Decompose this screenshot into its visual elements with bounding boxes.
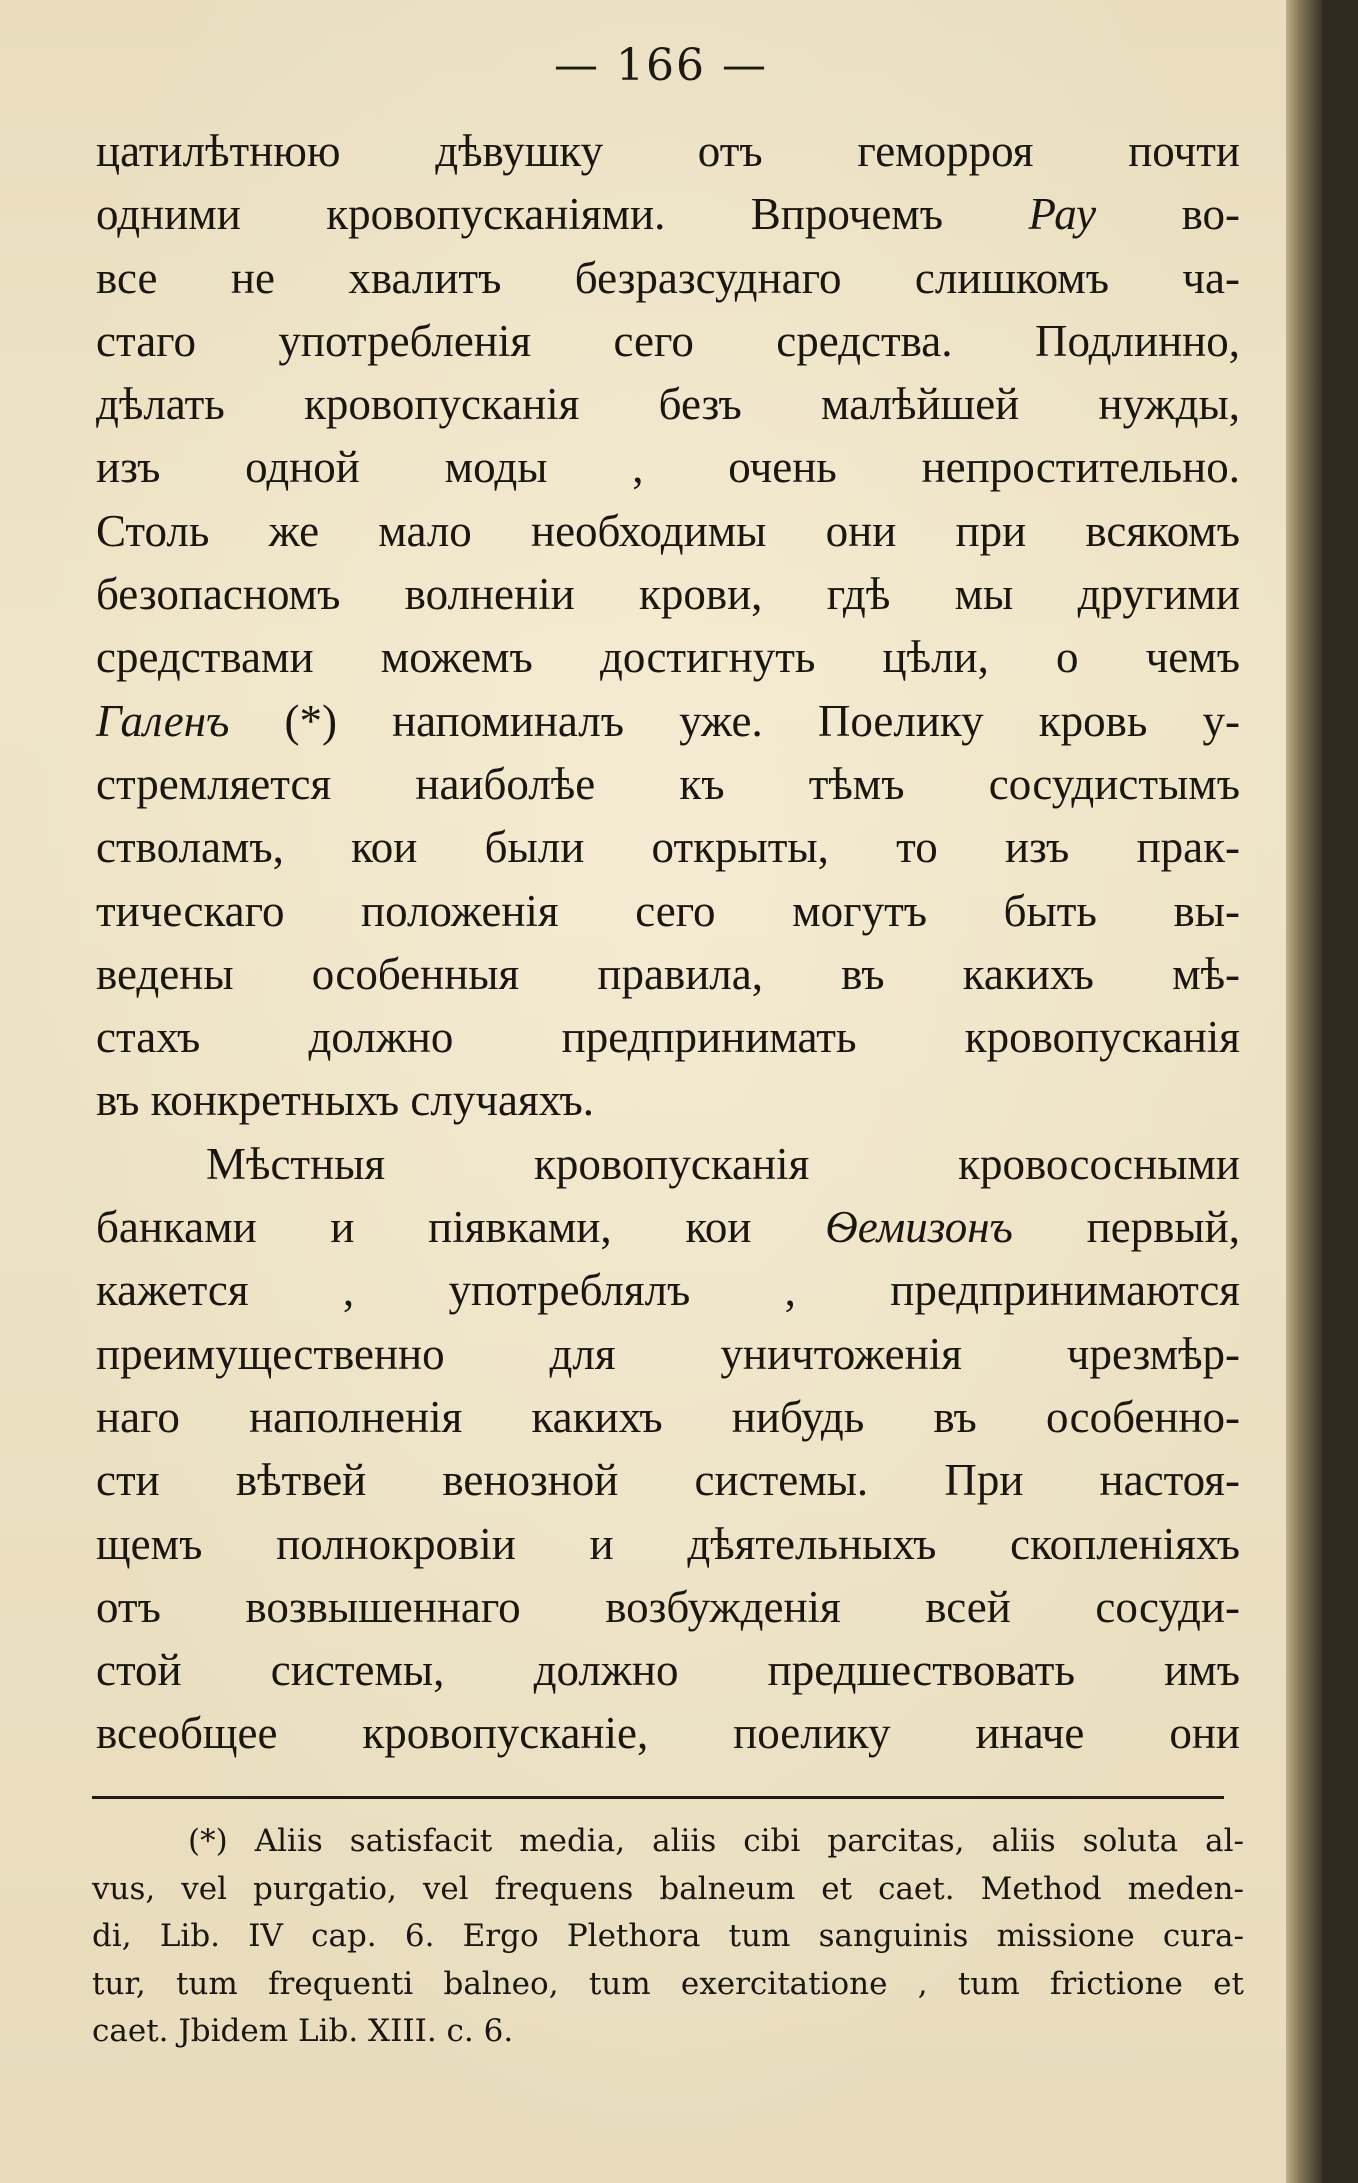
body-line-text: стаго употребленія сего средства. Подлинно, — [96, 315, 1240, 366]
body-line-text: средствами можемъ достигнуть цѣли, о чемъ — [96, 632, 1240, 683]
body-line — [96, 373, 1240, 436]
page-number-header: — 166 — — [554, 40, 768, 91]
body-line-text: ведены особенныя правила, въ какихъ мѣ- — [96, 948, 1240, 999]
body-line — [96, 247, 1240, 310]
body-line — [96, 1576, 1240, 1639]
body-line — [96, 500, 1240, 563]
body-line — [96, 436, 1240, 499]
body-line — [96, 1702, 1240, 1765]
body-line — [96, 183, 1240, 246]
body-line-text: стволамъ, кои были открыты, то изъ прак- — [96, 822, 1240, 873]
body-line — [96, 943, 1240, 1006]
footnote — [92, 1818, 1244, 2056]
body-line-text: въ конкретныхъ случаяхъ. — [96, 1075, 594, 1126]
footnote-line: (*) Aliis satisfacit media, aliis cibi parcitas, aliis soluta al- — [188, 1823, 1244, 1859]
body-line — [96, 690, 1240, 753]
body-line-text: безопасномъ волненіи крови, гдѣ мы другими — [96, 569, 1240, 620]
body-line — [96, 1639, 1240, 1702]
italic-name: Галенъ — [96, 695, 230, 746]
body-line-text: цатилѣтнюю дѣвушку отъ геморроя почти — [96, 126, 1240, 176]
body-line-text: дѣлать кровопусканія безъ малѣйшей нужды, — [96, 379, 1240, 430]
body-line — [96, 1513, 1240, 1576]
italic-name: Рау — [1028, 189, 1097, 240]
body-line-text: стахъ должно предпринимать кровопусканія — [96, 1012, 1240, 1063]
body-line-text: тическаго положенія сего могутъ быть вы- — [96, 885, 1240, 936]
body-line-text-after: во- — [1096, 189, 1240, 240]
body-line-text: Столь же мало необходимы они при всякомъ — [96, 505, 1240, 556]
body-line — [96, 563, 1240, 626]
footnote-rule — [92, 1796, 1224, 1799]
body-line-text: стремляется наиболѣе къ тѣмъ сосудистымъ — [96, 758, 1240, 809]
body-line-text: стой системы, должно предшествовать имъ — [96, 1645, 1240, 1696]
body-line-text-after: (*) напоминалъ уже. Поелику кровь у- — [229, 695, 1240, 746]
body-line-text: кажется , употреблялъ , предпринимаются — [96, 1265, 1240, 1316]
body-line — [96, 120, 1240, 183]
footnote-line: di, Lib. IV cap. 6. Ergo Plethora tum sanguinis missione cura- — [92, 1918, 1244, 1955]
footnote-line: tur, tum frequenti balneo, tum exercitatione , tum frictione et — [92, 1965, 1244, 2002]
body-line-text: щемъ полнокровіи и дѣятельныхъ скопленіяхъ — [96, 1518, 1240, 1569]
body-line-text: отъ возвышеннаго возбужденія всей сосуди- — [96, 1581, 1240, 1632]
body-line — [96, 1196, 1240, 1259]
body-line-text: банками и піявками, кои — [96, 1202, 826, 1253]
body-line-text: все не хвалитъ безразсуднаго слишкомъ ча- — [96, 252, 1240, 303]
body-line — [96, 1449, 1240, 1512]
page-edge-shadow — [1286, 0, 1322, 2183]
body-line-text: одними кровопусканіями. Впрочемъ — [96, 189, 1029, 240]
body-line-text: наго наполненія какихъ нибудь въ особенно- — [96, 1391, 1240, 1442]
body-line — [96, 1323, 1240, 1386]
body-text — [96, 120, 1240, 1766]
body-line-text: изъ одной моды , очень непростительно. — [96, 442, 1240, 493]
body-line — [96, 753, 1240, 816]
body-line — [96, 310, 1240, 373]
footnote-line: caet. Jbidem Lib. XIII. c. 6. — [92, 2013, 514, 2050]
italic-name: Ѳемизонъ — [825, 1202, 1013, 1253]
body-line-text: преимущественно для уничтоженія чрезмѣр- — [96, 1328, 1240, 1379]
body-line — [96, 626, 1240, 689]
body-line-text-after: первый, — [1012, 1202, 1240, 1253]
body-line — [96, 816, 1240, 879]
body-line-text: всеобщее кровопусканіе, поелику иначе они — [96, 1708, 1240, 1759]
body-line — [96, 1006, 1240, 1069]
body-line — [96, 1069, 1240, 1132]
body-line-text: Мѣстныя кровопусканія кровососными — [206, 1138, 1240, 1189]
body-line — [96, 1386, 1240, 1449]
body-line — [96, 880, 1240, 943]
footnote-line: vus, vel purgatio, vel frequens balneum et caet. Method meden- — [92, 1870, 1244, 1907]
body-line-text: сти вѣтвей венозной системы. При настоя- — [96, 1455, 1240, 1506]
body-line — [96, 1133, 1240, 1196]
body-line — [96, 1259, 1240, 1322]
